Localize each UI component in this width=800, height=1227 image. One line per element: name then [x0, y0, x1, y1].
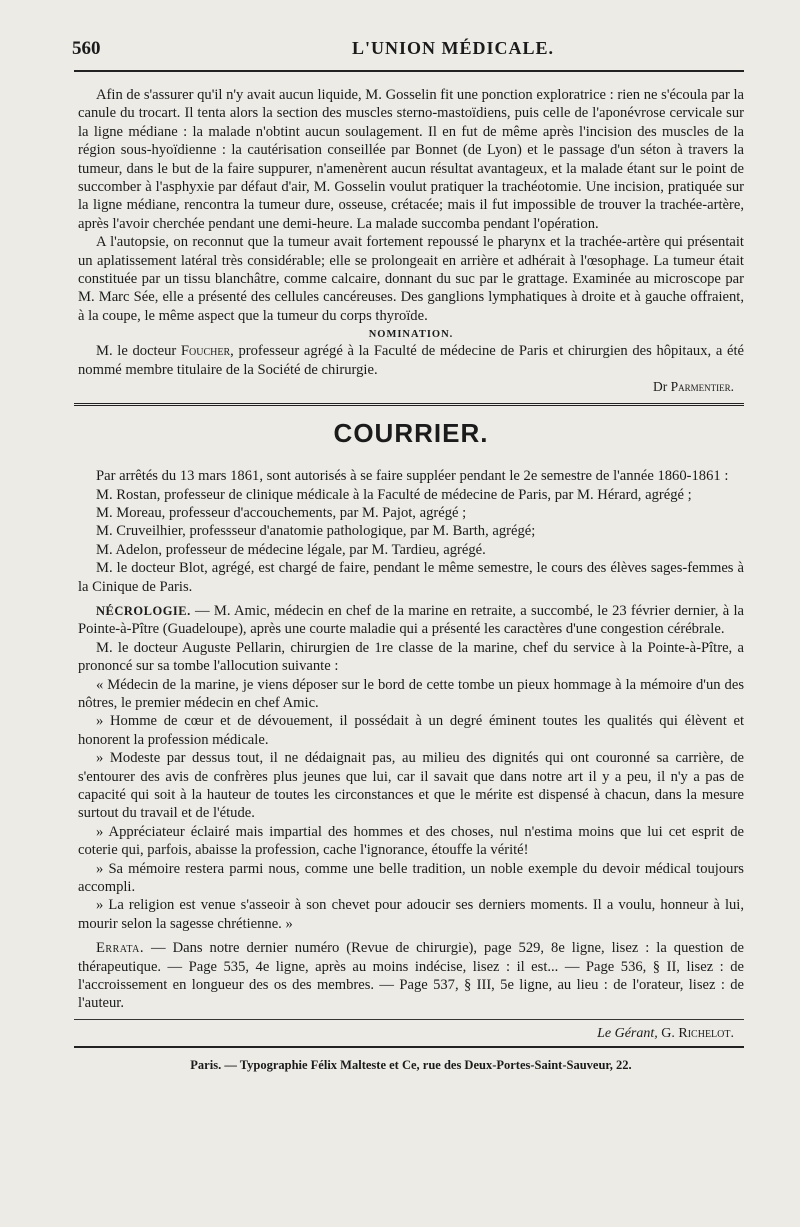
spacer — [78, 395, 744, 399]
page-number: 560 — [72, 38, 101, 59]
paragraph: Par arrêtés du 13 mars 1861, sont autorisés à se faire suppléer pendant le 2e semestre de l'année 1860-1861 : — [96, 468, 729, 485]
gerant-line — [78, 1026, 734, 1042]
nomination-post: , professeur agrégé à la Faculté de médecine de Paris et chirurgien des hôpitaux, a été nommé membre titulaire de la Société de chirurgie. — [78, 343, 744, 378]
running-head — [72, 38, 744, 66]
gerant-name: G. Richelot. — [661, 1025, 734, 1041]
paragraph: M. Moreau, professeur d'accouchements, par M. Pajot, agrégé ; — [96, 504, 467, 521]
courrier-title: COURRIER. — [333, 418, 489, 449]
allocution-paragraph: » Modeste par dessus tout, il ne dédaignait pas, au milieu des dignités qui ont couronné sa carrière, de s'entourer des avis de confrères plus jeunes que lui, car il savait que dans notre art il y a peu, il n'y a pas de capacité qui soit à la hauteur de toutes les circonstances et que le mérite est dispensé à chacun, dans la mesure surtout du travail et de l'étude. — [78, 750, 744, 822]
imprint: Paris. — Typographie Félix Malteste et Ce, rue des Deux-Portes-Saint-Sauveur, 22. — [190, 1057, 632, 1072]
paragraph: M. Rostan, professeur de clinique médicale à la Faculté de médecine de Paris, par M. Hérard, agrégé ; — [96, 486, 692, 503]
errata-text: — Dans notre dernier numéro (Revue de chirurgie), page 529, 8e ligne, lisez : la question de thérapeutique. — Page 535, 4e ligne, après au moins indécise, lisez : il est... — Page 536, § II, lisez : de l'accroissement en longueur des os des membres. — Page 537, § III, 5e ligne, au lieu : de l'orateur, lisez : de l'auteur. — [78, 940, 744, 1012]
allocution-paragraph: » La religion est venue s'asseoir à son chevet pour adoucir ses derniers moments. Il a voulu, honneur à lui, mourir selon la sagesse chrétienne. » — [78, 897, 744, 932]
gerant-label: Le Gérant, — [597, 1025, 658, 1041]
signature-name: Parmentier. — [670, 379, 734, 395]
signature — [78, 379, 734, 395]
paragraph: M. le docteur Auguste Pellarin, chirurgien de 1re classe de la marine, chef du service à la Pointe-à-Pître, a prononcé sur sa tombe l'allocution suivante : — [78, 639, 744, 675]
courrier-body — [78, 467, 744, 1013]
nomination-heading: NOMINATION. — [368, 329, 454, 341]
footer-rule — [74, 1019, 744, 1020]
paragraph: Afin de s'assurer qu'il n'y avait aucun liquide, M. Gosselin fit une ponction exploratrice : rien ne s'écoula par la canule du trocart. Il tenta alors la section des muscles sterno-mastoïdiens, puis celle de l'aponévrose cervicale sur la ligne médiane : la malade n'obtint aucun soulagement. Il en fut de même après l'incision des muscles de la région sous-hyoïdienne : la cautérisation conseillée par Bonnet (de Lyon) et le passage d'un séton à travers la tumeur, dans le but de la faire suppurer, n'amenèrent aucun résultat avantageux, et la malade étant sur le point de succomber à l'asphyxie par défaut d'air, M. Gosselin voulut pratiquer la trachéotomie. Une incision, pratiquée sur la ligne médiane, rencontra la tumeur dure, osseuse, crétacée; mais il fut impossible de trouver la trachée-artère, après l'avoir cherchée pendant une demi-heure. La malade succomba pendant l'opération. — [78, 87, 744, 232]
signature-prefix: Dr — [652, 379, 671, 395]
nomination-text — [78, 342, 744, 379]
allocution-paragraph: « Médecin de la marine, je viens déposer sur le bord de cette tombe un pieux hommage à la mémoire d'un des nôtres, le premier médecin en chef Amic. — [78, 676, 744, 711]
necrologie-paragraph — [78, 602, 744, 639]
errata-paragraph — [78, 939, 744, 1013]
section-rule — [74, 403, 744, 406]
header-rule — [74, 70, 744, 72]
paragraph: M. Cruveilhier, professseur d'anatomie pathologique, par M. Barth, agrégé; — [96, 523, 536, 540]
allocution-paragraph: » Homme de cœur et de dévouement, il possédait à un degré éminent toutes les qualités qui élèvent et honorent la profession médicale. — [78, 713, 744, 748]
paragraph: A l'autopsie, on reconnut que la tumeur avait fortement repoussé le pharynx et la trachée-artère qui présentait un aplatissement latéral très considérable; elle se prolongeait en arrière et adhérait à l'œsophage. La tumeur était constituée par un tissu blanchâtre, comme calcaire, donnant du suc par le grattage. Examinée au microscope par M. Marc Sée, elle a présenté des cellules cancéreuses. Des ganglions lymphatiques à droite et à gauche offraient, à la coupe, le même aspect que la tumeur du corps thyroïde. — [78, 234, 744, 324]
necrologie-label: NÉCROLOGIE. — [96, 603, 191, 618]
allocution-paragraph: » Sa mémoire restera parmi nous, comme une belle tradition, un noble exemple du devoir médical toujours accompli. — [78, 860, 744, 896]
errata-label: Errata. — [96, 940, 145, 957]
nomination-name: Foucher — [180, 343, 231, 360]
imprint-rule — [74, 1046, 744, 1048]
paragraph: M. Adelon, professeur de médecine légale, par M. Tardieu, agrégé. — [96, 541, 486, 558]
necrologie-text: — M. Amic, médecin en chef de la marine en retraite, a succombé, le 23 février dernier, à la Pointe-à-Pître (Guadeloupe), après une courte maladie qui a présenté les caractères d'une congestion cérébrale. — [78, 602, 744, 638]
article-continuation — [78, 86, 744, 325]
paragraph: M. le docteur Blot, agrégé, est chargé de faire, pendant le même semestre, le cours des élèves sages-femmes à la Cinique de Paris. — [78, 560, 744, 595]
nomination-pre: M. le docteur — [96, 343, 181, 360]
journal-title: L'UNION MÉDICALE. — [351, 38, 554, 58]
allocution-paragraph: » Appréciateur éclairé mais impartial des hommes et des choses, nul n'estima moins que lui cet esprit de coterie qui, parfois, abaisse la profession, cache l'ignorance, étouffe la vérité! — [78, 823, 744, 859]
